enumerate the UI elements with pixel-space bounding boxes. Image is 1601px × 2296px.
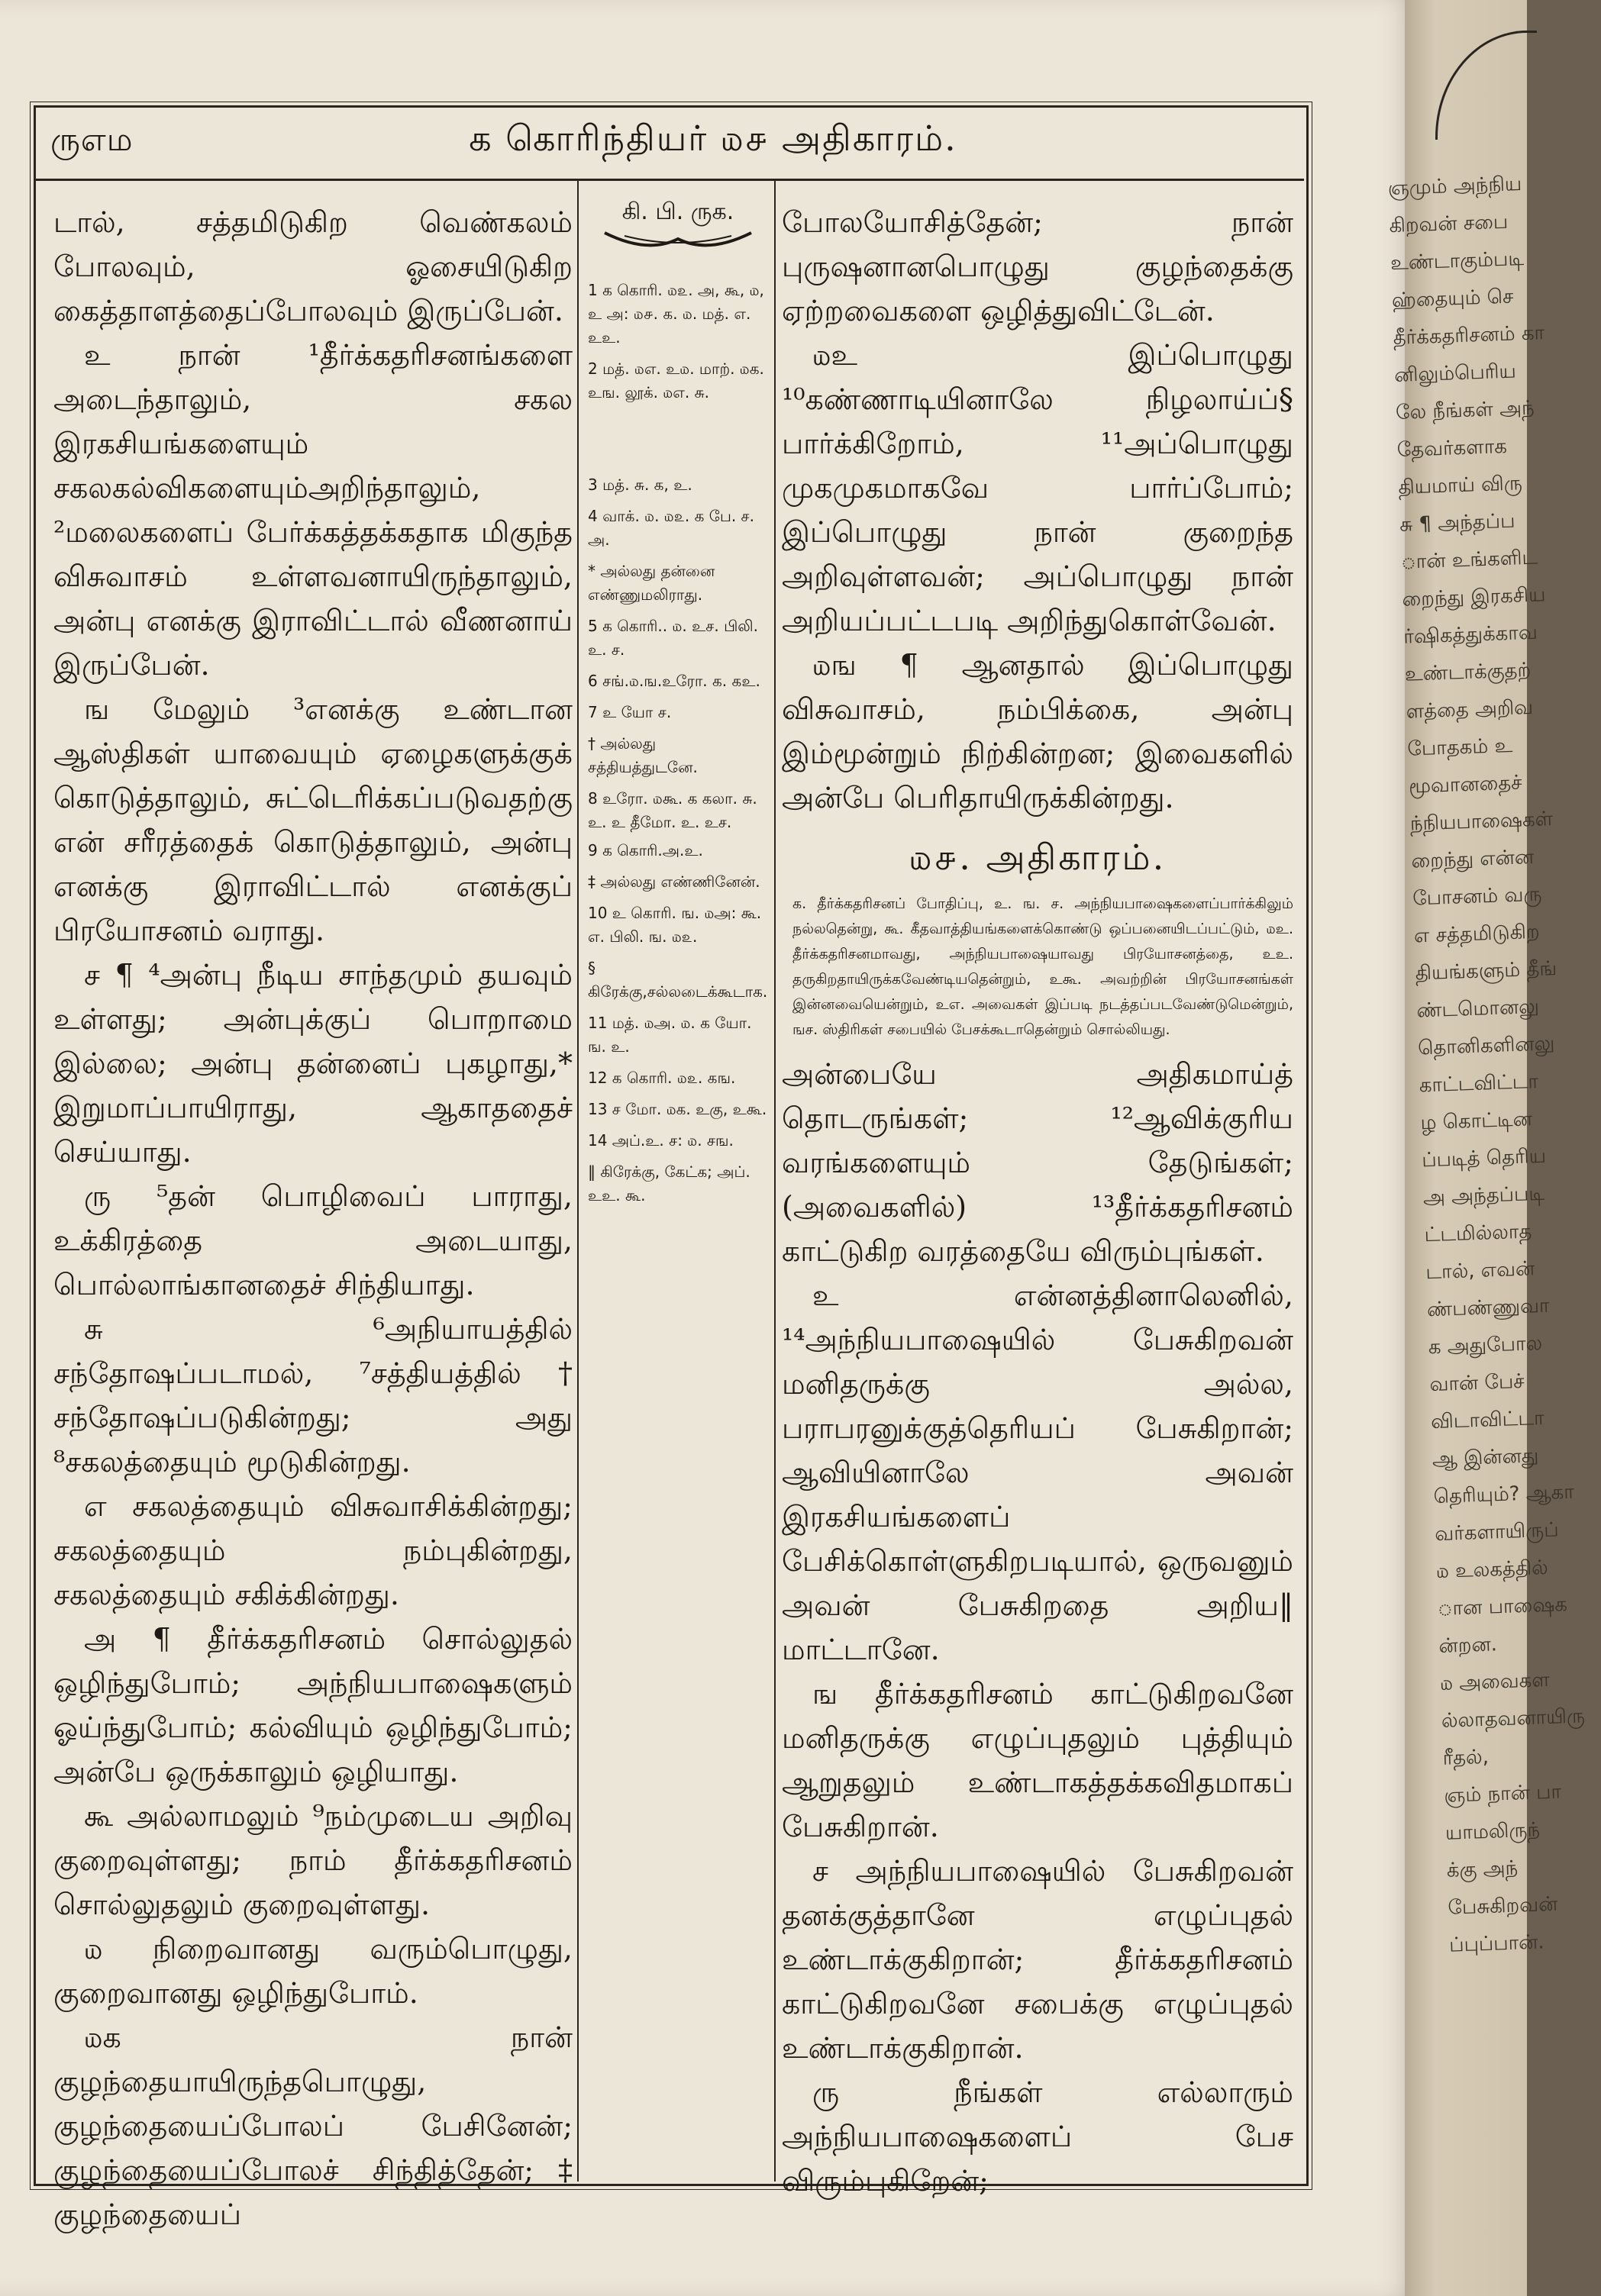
verse-paragraph: அ ¶ தீர்க்கதரிசனம் சொல்லுதல் ஒழிந்துபோம்; அந்நியபாஷைகளும் ஓய்ந்துபோம்; கல்வியும் ஒழிந்துபோம்; அன்பே ஒருக்காலும் ஒழியாது. [53, 1622, 573, 1788]
adjacent-page-line: தொனிகளினலு [1417, 1032, 1555, 1060]
cross-reference-entry: ‖ கிரேக்கு, கேட்க; அப். உஉ. கூ. [588, 1163, 750, 1204]
adjacent-page-line: ான் உங்களிட [1400, 546, 1538, 574]
cross-reference-entry: 13 ச மோ. ௰க. உகு, உகூ. [588, 1100, 767, 1118]
adjacent-page-line: ல்லாதவனாயிரு [1441, 1704, 1586, 1733]
page-number: ருஎம [50, 121, 134, 158]
cross-reference-entry: 8 உரோ. ௰கூ. க கலா. சு. உ. உ தீமோ. உ. உச. [588, 789, 757, 831]
margin-year-title: கி. பி. ருக. [621, 198, 734, 225]
verse-paragraph: ச அந்நியபாஷையில் பேசுகிறவன் தனக்குத்தானே எழுப்புதல் உண்டாக்குகிறான்; தீர்க்கதரிசனம் காட்டுகிறவனே சபைக்கு எழுப்புதல் உண்டாக்குகிறான். [782, 1854, 1293, 2065]
adjacent-page-line: தீர்க்கதரிசனம் கா [1393, 321, 1545, 350]
adjacent-page-line: ட்டமில்லாத [1424, 1220, 1532, 1247]
verse-paragraph: டால், சத்தமிடுகிற வெண்கலம் போலவும், ஓசையிடுகிற கைத்தாளத்தைப்போலவும் இருப்பேன். [53, 205, 573, 327]
cross-reference-entry: 2 மத். ௰எ. உ௰. மாற். ௰க. உங. லூக். ௰எ. சு. [588, 360, 764, 401]
verse-paragraph: ௰ங ¶ ஆனதால் இப்பொழுது விசுவாசம், நம்பிக்கை, அன்பு இம்மூன்றும் நிற்கின்றன; இவைகளில் அன்பே பெரிதாயிருக்கின்றது. [782, 648, 1293, 814]
cross-reference-entry: 11 மத். ௰அ. ௰. க யோ. ங. உ. [588, 1014, 752, 1056]
adjacent-page-line: கிறவன் சபை [1389, 210, 1509, 238]
adjacent-page-line: ண்டமொனலு [1415, 995, 1540, 1023]
adjacent-page-line: காட்டவிட்டா [1419, 1069, 1539, 1098]
verse-paragraph: உ நான் ¹தீர்க்கதரிசனங்களை அடைந்தாலும், சகல இரகசியங்களையும் சகலகல்விகளையும்அறிந்தாலும், ²மலைகளைப் பேர்க்கத்தக்கதாக மிகுந்த விசுவாசம் உள்ளவனாயிருந்தாலும், அன்பு எனக்கு இராவிட்டால் வீணனாய் இருப்பேன். [53, 338, 573, 682]
cross-reference-entry: 14 அப்.உ. ச: ௰. சங. [588, 1131, 734, 1150]
cross-reference-entry: 12 க கொரி. ௰௨. கங. [588, 1069, 736, 1087]
verse-paragraph: ரு நீங்கள் எல்லாரும் அந்நியபாஷைகளைப் பேச விரும்புகிறேன்; [782, 2075, 1293, 2198]
adjacent-page-line: போசனம் வரு [1412, 882, 1542, 911]
verse-paragraph: ௰க நான் குழந்தையாயிருந்தபொழுது, குழந்தையைப்போலப் பேசினேன்; குழந்தையைப்போலச் சிந்தித்தேன்;‡ குழந்தையைப் [53, 2020, 573, 2231]
right-text-column [782, 200, 1293, 2203]
adjacent-page-line: ழ கொட்டின [1420, 1108, 1533, 1135]
adjacent-page-line: ௰ உலகத்தில் [1435, 1556, 1549, 1584]
adjacent-page-line: தெரியும்? ஆகா [1433, 1480, 1575, 1509]
adjacent-page-line: ன்றன. [1438, 1633, 1498, 1658]
left-text-column [53, 200, 573, 2236]
cross-reference-entry: * அல்லது தன்னை எண்ணுமலிராது. [588, 562, 715, 604]
adjacent-page-line: ண்பண்ணுவா [1426, 1294, 1551, 1322]
adjacent-page-line: உண்டாகும்படி [1390, 247, 1525, 276]
adjacent-page-line: ப்படித் தெரிய [1421, 1144, 1547, 1172]
cross-reference-entry: 5 க கொரி.. ௰. உச. பிலி. உ. ச. [588, 617, 759, 659]
chapter-heading: ௰௪. அதிகாரம். [909, 837, 1167, 878]
verse-paragraph: ச ¶ ⁴அன்பு நீடிய சாந்தமும் தயவும் உள்ளது; அன்புக்குப் பொறாமை இல்லை; அன்பு தன்னைப் புகழாது,* இறுமாப்பாயிராது, ஆகாததைச் செய்யாது. [53, 958, 573, 1169]
adjacent-page-line: டால், எவன் [1425, 1257, 1535, 1285]
adjacent-page-line: ளத்தை அறிவ [1406, 695, 1534, 724]
chapter-summary: க. தீர்க்கதரிசனப் போதிப்பு, உ. ங. ச. அந்நியபாஷைகளைப்பார்க்கிலும் நல்லதென்று, கூ. கீதவாத்தியங்களைக்கொண்டு ஒப்பனையிடப்பட்டும், ௰உ. தீர்க்கதரிசனமாவது, அந்நியபாஷையாவது பிரயோசனத்தை, உஉ. தருகிறதாயிருக்கவேண்டியதென்றும், உகூ. அவற்றின் பிரயோசனங்கள் இன்னவையென்றும், உஎ. அவைகள் இப்படி நடத்தப்படவேண்டுமென்றும், ஙச. ஸ்திரிகள் சபையில் பேசக்கூடாதென்றும் சொல்லியது. [792, 895, 1293, 1038]
cross-reference-entry: 4 வாக். ௰. ௰௨. க பே. ச. அ. [588, 507, 754, 549]
adjacent-page-line: ஞம் நான் பா [1443, 1780, 1562, 1807]
page-header [34, 105, 1304, 181]
ornament-icon [602, 228, 754, 254]
column-divider-left [577, 179, 579, 2182]
adjacent-page-line: ர்ஷிகத்துக்காவ [1402, 621, 1538, 649]
adjacent-page-line: வர்களாயிருப் [1434, 1518, 1560, 1546]
cross-reference-column [588, 200, 768, 1215]
adjacent-page-line: ௰ அவைகள [1439, 1668, 1551, 1695]
cross-reference-entry: † அல்லது சத்தியத்துடனே. [588, 734, 698, 776]
adjacent-page-line: ஆ இன்னது [1432, 1444, 1539, 1472]
cross-reference-list [588, 279, 768, 1208]
cross-reference-entry: ‡ அல்லது எண்ணினேன். [588, 872, 760, 891]
cross-reference-entry: 6 சங்.௰.ங.உரோ. க. கஉ. [588, 672, 760, 690]
adjacent-page-line: அ அந்தப்படி [1422, 1182, 1545, 1210]
adjacent-page-line: பேசுகிறவன் [1447, 1892, 1558, 1920]
adjacent-page-line: ந்நியபாஷைகள் [1409, 808, 1554, 836]
verse-paragraph: உ என்னத்தினாலெனில், ¹⁴அந்நியபாஷையில் பேசுகிறவன் மனிதருக்கு அல்ல, பராபரனுக்குத்தெரியப் பேசுகிறான்; ஆவியினாலே அவன் இரகசியங்களைப் பேசிக்கொள்ளுகிறபடியால், ஒருவனும் அவன் பேசுகிறதை அறிய‖ மாட்டானே. [782, 1279, 1293, 1666]
adjacent-page-line: றைந்து இரகசிய [1402, 583, 1546, 611]
verse-paragraph: ௰உ இப்பொழுது ¹⁰கண்ணாடியினாலே நிழலாய்ப்§ பார்க்கிறோம், ¹¹அப்பொழுது முகமுகமாகவே பார்ப்போம்; இப்பொழுது நான் குறைந்த அறிவுள்ளவன்; அப்பொழுது நான் அறியப்பட்டபடி அறிந்துகொள்வேன். [782, 338, 1293, 637]
verse-paragraph: ரு ⁵தன் பொழிவைப் பாராது, உக்கிரத்தை அடையாது, பொல்லாங்கானதைச் சிந்தியாது. [53, 1179, 573, 1301]
adjacent-page-line: ான பாஷைக [1437, 1593, 1568, 1621]
adjacent-page-line: ப்புப்பான். [1448, 1930, 1545, 1957]
cross-reference-entry: 1 க கொரி. ௰௨. அ, கூ, ௰, உ அ: ௰௪. க. ௰. மத். எ. உஉ. [588, 281, 764, 347]
verse-paragraph: கூ அல்லாமலும் ⁹நம்முடைய அறிவு குறைவுள்ளது; நாம் தீர்க்கதரிசனம் சொல்லுதலும் குறைவுள்ளது. [53, 1799, 573, 1921]
adjacent-page-line: சு ¶ அந்தப்ப [1399, 509, 1515, 537]
verse-paragraph: சு ⁶அநியாயத்தில் சந்தோஷப்படாமல், ⁷சத்தியத்தில்† சந்தோஷப்படுகின்றது; அது ⁸சகலத்தையும் மூடுகின்றது. [53, 1312, 573, 1479]
adjacent-page-line: உண்டாக்குதற் [1404, 659, 1532, 686]
verse-paragraph: போலயோசித்தேன்; நான் புருஷனானபொழுது குழந்தைக்கு ஏற்றவைகளை ஒழித்துவிட்டேன். [782, 205, 1293, 327]
adjacent-page-line: னிலும்பெரிய [1393, 360, 1517, 387]
verse-paragraph: ங மேலும் ³எனக்கு உண்டான ஆஸ்திகள் யாவையும் ஏழைகளுக்குக் கொடுத்தாலும், சுட்டெரிக்கப்படுவதற்கு என் சரீரத்தைக் கொடுத்தாலும், அன்பு எனக்கு இராவிட்டால் எனக்குப் பிரயோசனம் வராது. [53, 692, 573, 947]
adjacent-page-line: க அதுபோல [1428, 1332, 1543, 1359]
verse-paragraph: எ சகலத்தையும் விசுவாசிக்கின்றது; சகலத்தையும் நம்புகின்றது, சகலத்தையும் சகிக்கின்றது. [53, 1489, 573, 1611]
verse-paragraph: அன்பையே அதிகமாய்த் தொடருங்கள்; ¹²ஆவிக்குரிய வரங்களையும் தேடுங்கள்; (அவைகளில்) ¹³தீர்க்கதரிசனம் காட்டுகிற வரத்தையே விரும்புங்கள். [782, 1057, 1293, 1268]
adjacent-page-line: தியங்களும் தீங் [1415, 957, 1557, 985]
cross-reference-entry: 3 மத். சு. க, உ. [588, 476, 692, 494]
adjacent-page-line: ரீதல், [1442, 1745, 1490, 1770]
adjacent-page-line: தியமாய் விரு [1397, 472, 1523, 499]
adjacent-page-line: ஞமும் அந்நிய [1387, 173, 1522, 201]
adjacent-page-line: ஹ்தையும் செ [1391, 285, 1514, 313]
adjacent-page-line: மூவானதைச் [1408, 771, 1523, 798]
adjacent-page-text [1387, 166, 1586, 1964]
adjacent-page-line: வான் பேச் [1429, 1369, 1525, 1397]
adjacent-page-edge [1387, 0, 1586, 2296]
adjacent-page-border [1435, 31, 1537, 140]
running-title: க கொரிந்தியர் ௰௪ அதிகாரம். [469, 118, 957, 159]
cross-reference-entry: 9 க கொரி.அ.உ. [588, 841, 703, 859]
verse-paragraph: ங தீர்க்கதரிசனம் காட்டுகிறவனே மனிதருக்கு எழுப்புதலும் புத்தியும் ஆறுதலும் உண்டாகத்தக்கவிதமாகப் பேசுகிறான். [782, 1677, 1293, 1843]
cross-reference-entry: 7 உ யோ ச. [588, 703, 672, 721]
adjacent-page-line: எ சத்தமிடுகிற [1413, 920, 1541, 948]
adjacent-page-line: க்கு அந் [1446, 1856, 1519, 1882]
adjacent-page-line: தேவர்களாக [1396, 434, 1508, 462]
adjacent-page-line: றைந்து என்ன [1411, 846, 1535, 873]
column-divider-right [774, 179, 776, 2182]
adjacent-page-line: விடாவிட்டா [1430, 1406, 1545, 1434]
verse-paragraph: ௰ நிறைவானது வரும்பொழுது, குறைவானது ஒழிந்துபோம். [53, 1932, 573, 2010]
adjacent-page-line: போதகம் உ [1406, 734, 1513, 761]
adjacent-page-line: லே நீங்கள் அந் [1395, 396, 1535, 424]
adjacent-page-line: யாமலிருந் [1444, 1818, 1541, 1845]
cross-reference-entry: 10 உ கொரி. ங. ௰அ: கூ. எ. பிலி. ங. ௰௨. [588, 904, 762, 946]
cross-reference-entry: § கிரேக்கு,சல்லடைக்கூடாக. [588, 959, 768, 1001]
